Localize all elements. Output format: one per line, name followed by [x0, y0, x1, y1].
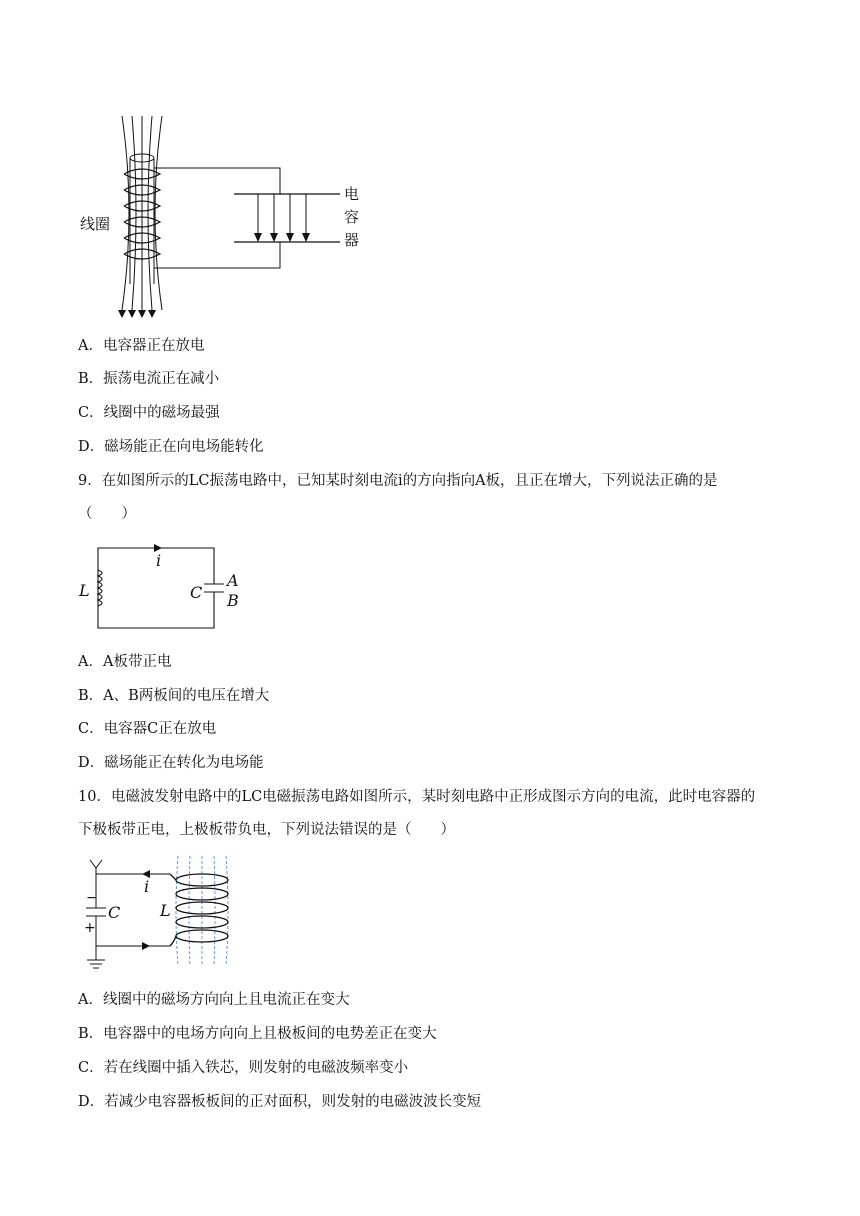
emitter-lc-circuit-figure — [78, 854, 238, 974]
emitter-coil-windings — [170, 874, 228, 946]
q8-option-c: C．线圈中的磁场最强 — [78, 405, 220, 421]
minus-sign: − — [86, 890, 98, 906]
capacitor-label-3: 器 — [344, 231, 360, 249]
lc-circuit-figure — [76, 540, 246, 634]
q9-stem-line1: 9．在如图所示的LC振荡电路中，已知某时刻电流i的方向指向A板，且正在增大，下列说法正确的是 — [78, 473, 718, 489]
bottom-current-arrow — [142, 942, 150, 950]
q9-option-b: B．A、B两板间的电压在增大 — [78, 688, 270, 704]
electric-field-arrows — [258, 194, 306, 234]
plate-a-label: A — [227, 571, 239, 590]
capacitor-label-1: 电 — [344, 185, 360, 203]
q8-option-d: D．磁场能正在向电场能转化 — [78, 439, 264, 455]
q9-option-c: C．电容器C正在放电 — [78, 721, 217, 737]
coil-label: 线圈 — [80, 215, 111, 233]
capacitor-label: C — [190, 583, 203, 602]
current-label: i — [156, 551, 162, 570]
magnetic-field-lines — [122, 116, 162, 310]
circuit-wires — [154, 168, 280, 268]
inductor-l-label: L — [160, 901, 171, 920]
q10-option-a: A．线圈中的磁场方向向上且电流正在变大 — [78, 992, 350, 1008]
q10-stem-line1: 10．电磁波发射电路中的LC电磁振荡电路如图所示，某时刻电路中正形成图示方向的电流，此时电容器的 — [78, 789, 756, 805]
q10-option-d: D．若减少电容器板板间的正对面积，则发射的电磁波波长变短 — [78, 1094, 482, 1110]
inductor-label: L — [79, 581, 90, 600]
plate-b-label: B — [227, 591, 239, 610]
q10-stem-line2: 下极板带正电，上极板带负电，下列说法错误的是（ ） — [78, 822, 455, 838]
q8-option-b: B．振荡电流正在减小 — [78, 371, 220, 387]
q9-option-d: D．磁场能正在转化为电场能 — [78, 755, 264, 771]
current-i-label: i — [144, 877, 150, 896]
plus-sign: + — [84, 920, 96, 936]
q9-stem-line2: （ ） — [78, 506, 136, 522]
q8-option-a: A．电容器正在放电 — [78, 338, 205, 354]
q9-option-a: A．A板带正电 — [78, 654, 172, 670]
coil-capacitor-figure — [78, 112, 378, 322]
q10-option-b: B．电容器中的电场方向向上且极板间的电势差正在变大 — [78, 1026, 437, 1042]
capacitor-c-label: C — [108, 903, 121, 922]
q10-option-c: C．若在线圈中插入铁芯，则发射的电磁波频率变小 — [78, 1060, 409, 1076]
capacitor-label-2: 容 — [344, 208, 360, 226]
coil-field-lines — [176, 856, 228, 966]
